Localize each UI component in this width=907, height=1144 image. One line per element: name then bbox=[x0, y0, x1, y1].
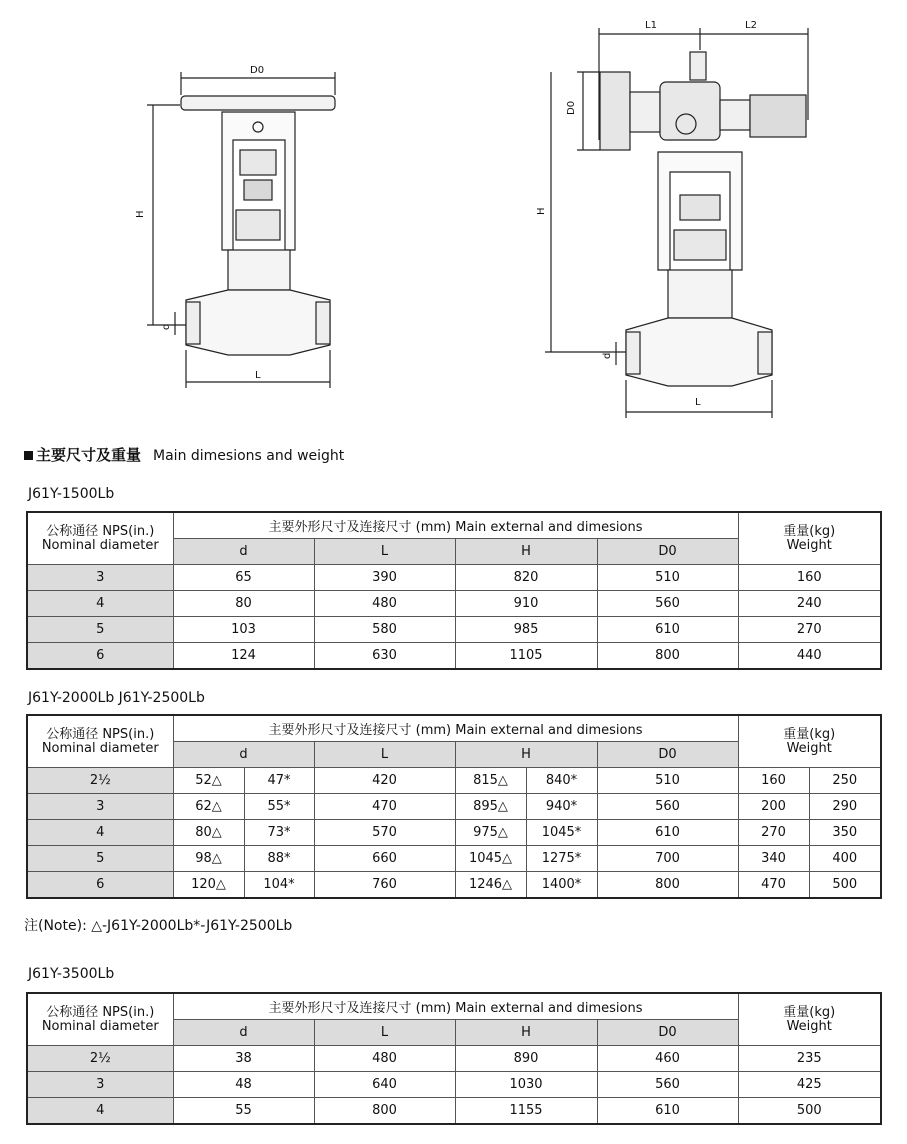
cell-D0: 510 bbox=[597, 768, 738, 794]
cell-nps: 2½ bbox=[27, 768, 173, 794]
cell-d: 65 bbox=[173, 565, 314, 591]
cell-L: 420 bbox=[314, 768, 455, 794]
cell-D0: 560 bbox=[597, 794, 738, 820]
nps-header: 公称通径 NPS(in.) Nominal diameter bbox=[27, 715, 173, 768]
table-row bbox=[27, 1046, 881, 1072]
col-l: L bbox=[314, 742, 455, 768]
bullet-square-icon bbox=[24, 451, 33, 460]
cell-H1: 975△ bbox=[455, 820, 526, 846]
cell-H2: 1275* bbox=[526, 846, 597, 872]
cell-w1: 160 bbox=[738, 768, 809, 794]
cell-H1: 1246△ bbox=[455, 872, 526, 899]
col-d: d bbox=[173, 1020, 314, 1046]
cell-H: 1105 bbox=[455, 643, 597, 670]
label-l1: L1 bbox=[645, 20, 657, 31]
cell-w2: 290 bbox=[809, 794, 881, 820]
col-d: d bbox=[173, 742, 314, 768]
label-h-left: H bbox=[135, 210, 146, 218]
table-row bbox=[27, 794, 881, 820]
cell-D0: 560 bbox=[597, 1072, 738, 1098]
cell-d: 103 bbox=[173, 617, 314, 643]
cell-L: 570 bbox=[314, 820, 455, 846]
cell-L: 480 bbox=[314, 1046, 455, 1072]
table3-model: J61Y-3500Lb bbox=[28, 966, 115, 982]
cell-d2: 47* bbox=[244, 768, 314, 794]
cell-d: 38 bbox=[173, 1046, 314, 1072]
cell-D0: 610 bbox=[597, 1098, 738, 1125]
table-row bbox=[27, 846, 881, 872]
cell-H: 910 bbox=[455, 591, 597, 617]
cell-D0: 800 bbox=[597, 872, 738, 899]
cell-H2: 840* bbox=[526, 768, 597, 794]
section-title-en: Main dimesions and weight bbox=[153, 448, 345, 464]
cell-H1: 895△ bbox=[455, 794, 526, 820]
cell-L: 760 bbox=[314, 872, 455, 899]
label-h-right: H bbox=[536, 207, 547, 215]
cell-H1: 1045△ bbox=[455, 846, 526, 872]
cell-nps: 6 bbox=[27, 872, 173, 899]
cell-nps: 2½ bbox=[27, 1046, 173, 1072]
col-d0: D0 bbox=[597, 539, 738, 565]
cell-d: 80 bbox=[173, 591, 314, 617]
cell-w: 270 bbox=[738, 617, 881, 643]
col-h: H bbox=[455, 742, 597, 768]
cell-L: 660 bbox=[314, 846, 455, 872]
cell-nps: 4 bbox=[27, 591, 173, 617]
cell-nps: 6 bbox=[27, 643, 173, 670]
table3-body bbox=[27, 1046, 881, 1125]
cell-D0: 700 bbox=[597, 846, 738, 872]
table-row bbox=[27, 617, 881, 643]
cell-L: 630 bbox=[314, 643, 455, 670]
cell-D0: 610 bbox=[597, 820, 738, 846]
cell-d2: 73* bbox=[244, 820, 314, 846]
manual-valve-drawing bbox=[147, 72, 335, 388]
cell-D0: 560 bbox=[597, 591, 738, 617]
cell-L: 800 bbox=[314, 1098, 455, 1125]
cell-D0: 610 bbox=[597, 617, 738, 643]
cell-L: 470 bbox=[314, 794, 455, 820]
nps-header: 公称通径 NPS(in.) Nominal diameter bbox=[27, 993, 173, 1046]
cell-L: 640 bbox=[314, 1072, 455, 1098]
cell-d1: 98△ bbox=[173, 846, 244, 872]
cell-nps: 3 bbox=[27, 794, 173, 820]
weight-header: 重量(kg) Weight bbox=[738, 512, 881, 565]
col-d0: D0 bbox=[597, 1020, 738, 1046]
label-l-right: L bbox=[695, 397, 701, 408]
cell-d2: 88* bbox=[244, 846, 314, 872]
cell-H: 890 bbox=[455, 1046, 597, 1072]
cell-w2: 350 bbox=[809, 820, 881, 846]
cell-L: 580 bbox=[314, 617, 455, 643]
cell-nps: 5 bbox=[27, 617, 173, 643]
cell-H2: 1045* bbox=[526, 820, 597, 846]
table-row bbox=[27, 643, 881, 670]
weight-header: 重量(kg) Weight bbox=[738, 993, 881, 1046]
cell-w1: 470 bbox=[738, 872, 809, 899]
cell-d2: 55* bbox=[244, 794, 314, 820]
cell-w1: 200 bbox=[738, 794, 809, 820]
label-d-left: d bbox=[161, 323, 172, 330]
table1 bbox=[26, 511, 882, 670]
cell-w2: 500 bbox=[809, 872, 881, 899]
table1-body bbox=[27, 565, 881, 670]
table2-body bbox=[27, 768, 881, 899]
table-row bbox=[27, 872, 881, 899]
cell-H: 985 bbox=[455, 617, 597, 643]
note: 注(Note): △-J61Y-2000Lb*-J61Y-2500Lb bbox=[24, 918, 293, 934]
cell-D0: 460 bbox=[597, 1046, 738, 1072]
nps-header: 公称通径 NPS(in.) Nominal diameter bbox=[27, 512, 173, 565]
cell-d1: 52△ bbox=[173, 768, 244, 794]
col-d: d bbox=[173, 539, 314, 565]
col-h: H bbox=[455, 1020, 597, 1046]
table3 bbox=[26, 992, 882, 1125]
cell-d: 124 bbox=[173, 643, 314, 670]
cell-nps: 3 bbox=[27, 1072, 173, 1098]
dims-header: 主要外形尺寸及连接尺寸 (mm) Main external and dimesions bbox=[173, 993, 738, 1020]
cell-w2: 250 bbox=[809, 768, 881, 794]
table1-model: J61Y-1500Lb bbox=[28, 486, 115, 502]
cell-D0: 510 bbox=[597, 565, 738, 591]
table-row bbox=[27, 591, 881, 617]
cell-nps: 4 bbox=[27, 820, 173, 846]
label-l-left: L bbox=[255, 370, 261, 381]
label-l2: L2 bbox=[745, 20, 757, 31]
table2-model: J61Y-2000Lb J61Y-2500Lb bbox=[28, 690, 205, 706]
table-row bbox=[27, 565, 881, 591]
section-title bbox=[24, 444, 344, 465]
cell-d: 55 bbox=[173, 1098, 314, 1125]
weight-header: 重量(kg) Weight bbox=[738, 715, 881, 768]
cell-d2: 104* bbox=[244, 872, 314, 899]
cell-nps: 5 bbox=[27, 846, 173, 872]
cell-w: 425 bbox=[738, 1072, 881, 1098]
col-d0: D0 bbox=[597, 742, 738, 768]
cell-d1: 120△ bbox=[173, 872, 244, 899]
cell-nps: 3 bbox=[27, 565, 173, 591]
table2 bbox=[26, 714, 882, 899]
cell-d: 48 bbox=[173, 1072, 314, 1098]
table-row bbox=[27, 820, 881, 846]
cell-w2: 400 bbox=[809, 846, 881, 872]
cell-H2: 940* bbox=[526, 794, 597, 820]
cell-w: 160 bbox=[738, 565, 881, 591]
cell-w: 500 bbox=[738, 1098, 881, 1125]
table-row bbox=[27, 1098, 881, 1125]
cell-H: 820 bbox=[455, 565, 597, 591]
col-h: H bbox=[455, 539, 597, 565]
cell-w1: 340 bbox=[738, 846, 809, 872]
cell-nps: 4 bbox=[27, 1098, 173, 1125]
label-d-right: d bbox=[602, 352, 613, 359]
electric-valve-drawing bbox=[545, 28, 808, 418]
cell-D0: 800 bbox=[597, 643, 738, 670]
cell-H2: 1400* bbox=[526, 872, 597, 899]
cell-H: 1155 bbox=[455, 1098, 597, 1125]
cell-d1: 80△ bbox=[173, 820, 244, 846]
table-row bbox=[27, 768, 881, 794]
cell-w: 240 bbox=[738, 591, 881, 617]
label-d0-left: D0 bbox=[250, 65, 265, 76]
section-title-cn: 主要尺寸及重量 bbox=[36, 446, 142, 464]
cell-w: 235 bbox=[738, 1046, 881, 1072]
cell-w: 440 bbox=[738, 643, 881, 670]
cell-H1: 815△ bbox=[455, 768, 526, 794]
cell-w1: 270 bbox=[738, 820, 809, 846]
cell-L: 480 bbox=[314, 591, 455, 617]
valve-drawings bbox=[0, 0, 907, 430]
cell-L: 390 bbox=[314, 565, 455, 591]
table-row bbox=[27, 1072, 881, 1098]
cell-H: 1030 bbox=[455, 1072, 597, 1098]
dims-header: 主要外形尺寸及连接尺寸 (mm) Main external and dimesions bbox=[173, 512, 738, 539]
dims-header: 主要外形尺寸及连接尺寸 (mm) Main external and dimesions bbox=[173, 715, 738, 742]
label-d0-right: D0 bbox=[566, 100, 577, 115]
col-l: L bbox=[314, 539, 455, 565]
col-l: L bbox=[314, 1020, 455, 1046]
cell-d1: 62△ bbox=[173, 794, 244, 820]
